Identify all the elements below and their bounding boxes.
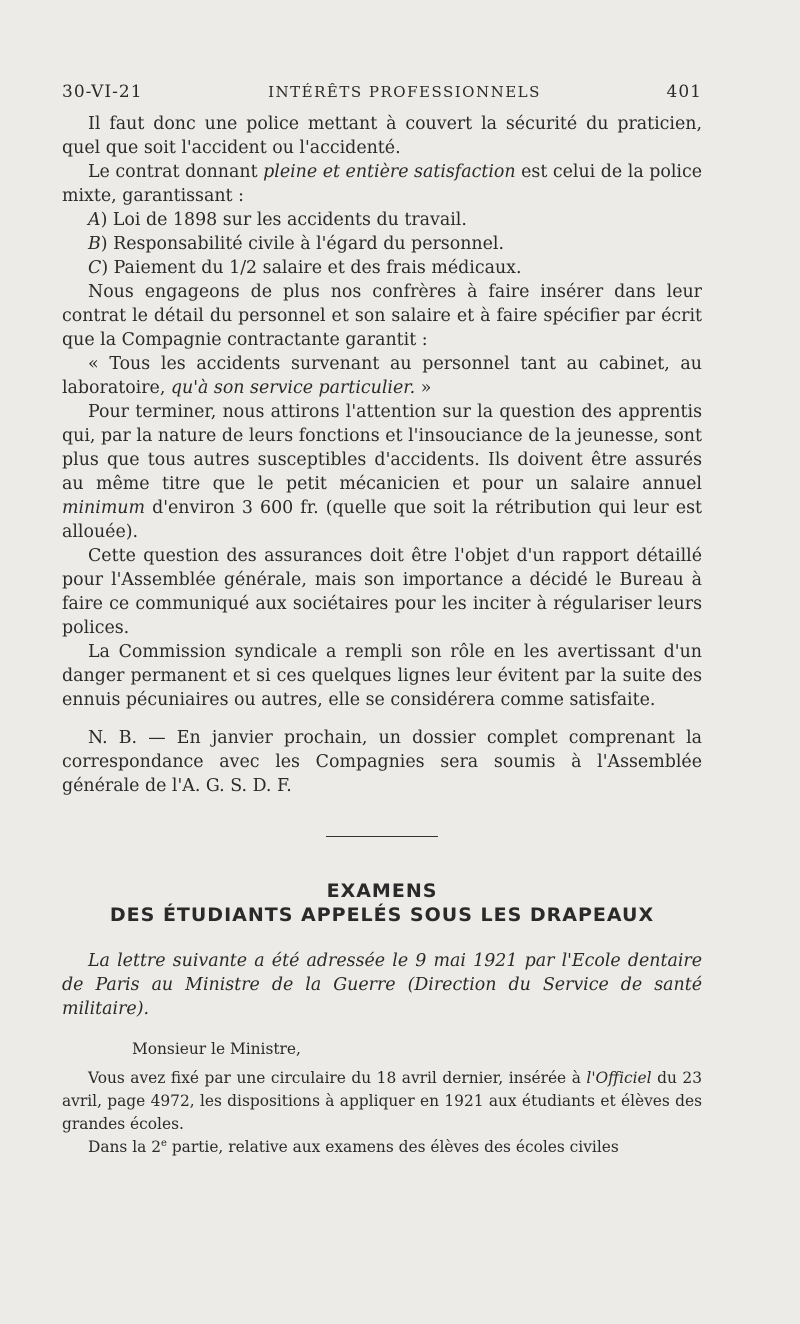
nota-bene: N. B. — En janvier prochain, un dossier complet comprenant la correspondance avec les Compagnies sera soumis à l'Assemblée générale de l'A. G. S. D. F. [62, 728, 702, 796]
section-title-line: DES ÉTUDIANTS APPELÉS SOUS LES DRAPEAUX [109, 904, 655, 926]
running-head [62, 82, 702, 102]
section-divider [326, 836, 438, 837]
paragraph: Pour terminer, nous attirons l'attention sur la question des apprentis qui, par la nature de leurs fonctions et l'insouciance de la jeunesse, sont plus que tous autres susceptibles d'accidents. Ils doivent être assurés au même titre que le petit mécanicien et pour un salaire annuel minimum d'environ 3 600 fr. (quelle que soit la rétribution qui leur est allouée). [62, 402, 702, 542]
paragraph: La Commission syndicale a rempli son rôle en les avertissant d'un danger permanent et si ces quelques lignes leur évitent par la suite des ennuis pécuniaires ou autres, elle se considérera comme satisfaite. [62, 642, 702, 710]
header-title: INTÉRÊTS PROFESSIONNELS [268, 83, 541, 101]
quote-paragraph: « Tous les accidents survenant au personnel tant au cabinet, au laboratoire, qu'à son service particulier. » [62, 354, 702, 398]
letter-paragraph: Vous avez fixé par une circulaire du 18 avril dernier, insérée à l'Officiel du 23 avril, page 4972, les dispositions à appliquer en 1921 aux étudiants et élèves des grandes écoles. [62, 1069, 702, 1134]
paragraph: Le contrat donnant pleine et entière satisfaction est celui de la police mixte, garantissant : [62, 162, 702, 206]
list-item: A) Loi de 1898 sur les accidents du travail. [88, 210, 467, 230]
emphasis: minimum [62, 498, 145, 518]
emphasis: pleine et entière satisfaction [263, 162, 516, 182]
page [62, 82, 702, 1159]
emphasis: qu'à son service particulier. [170, 378, 416, 398]
paragraph: Cette question des assurances doit être l'objet d'un rapport détaillé pour l'Assemblée générale, mais son importance a décidé le Bureau à faire ce communiqué aux sociétaires pour les inciter à régulariser leurs polices. [62, 546, 702, 638]
article-body [62, 112, 702, 798]
section-title [62, 879, 702, 927]
page-number: 401 [666, 82, 702, 102]
paragraph: Il faut donc une police mettant à couvert la sécurité du praticien, quel que soit l'accident ou l'accidenté. [62, 114, 702, 158]
letter-salutation: Monsieur le Ministre, [132, 1040, 301, 1059]
letter [62, 1038, 702, 1159]
header-date: 30-VI-21 [62, 82, 143, 102]
section-title-line: EXAMENS [326, 880, 438, 902]
emphasis: l'Officiel [586, 1069, 652, 1088]
paragraph: Nous engageons de plus nos confrères à faire insérer dans leur contrat le détail du personnel et son salaire et à faire spécifier par écrit que la Compagnie contractante garantit : [62, 282, 702, 350]
list-item: C) Paiement du 1/2 salaire et des frais médicaux. [88, 258, 522, 278]
letter-paragraph: Dans la 2e partie, relative aux examens des élèves des écoles civiles [88, 1138, 619, 1157]
section-intro: La lettre suivante a été adressée le 9 mai 1921 par l'Ecole dentaire de Paris au Ministre de la Guerre (Direction du Service de santé militaire). [62, 951, 702, 1019]
list-item: B) Responsabilité civile à l'égard du personnel. [88, 234, 504, 254]
